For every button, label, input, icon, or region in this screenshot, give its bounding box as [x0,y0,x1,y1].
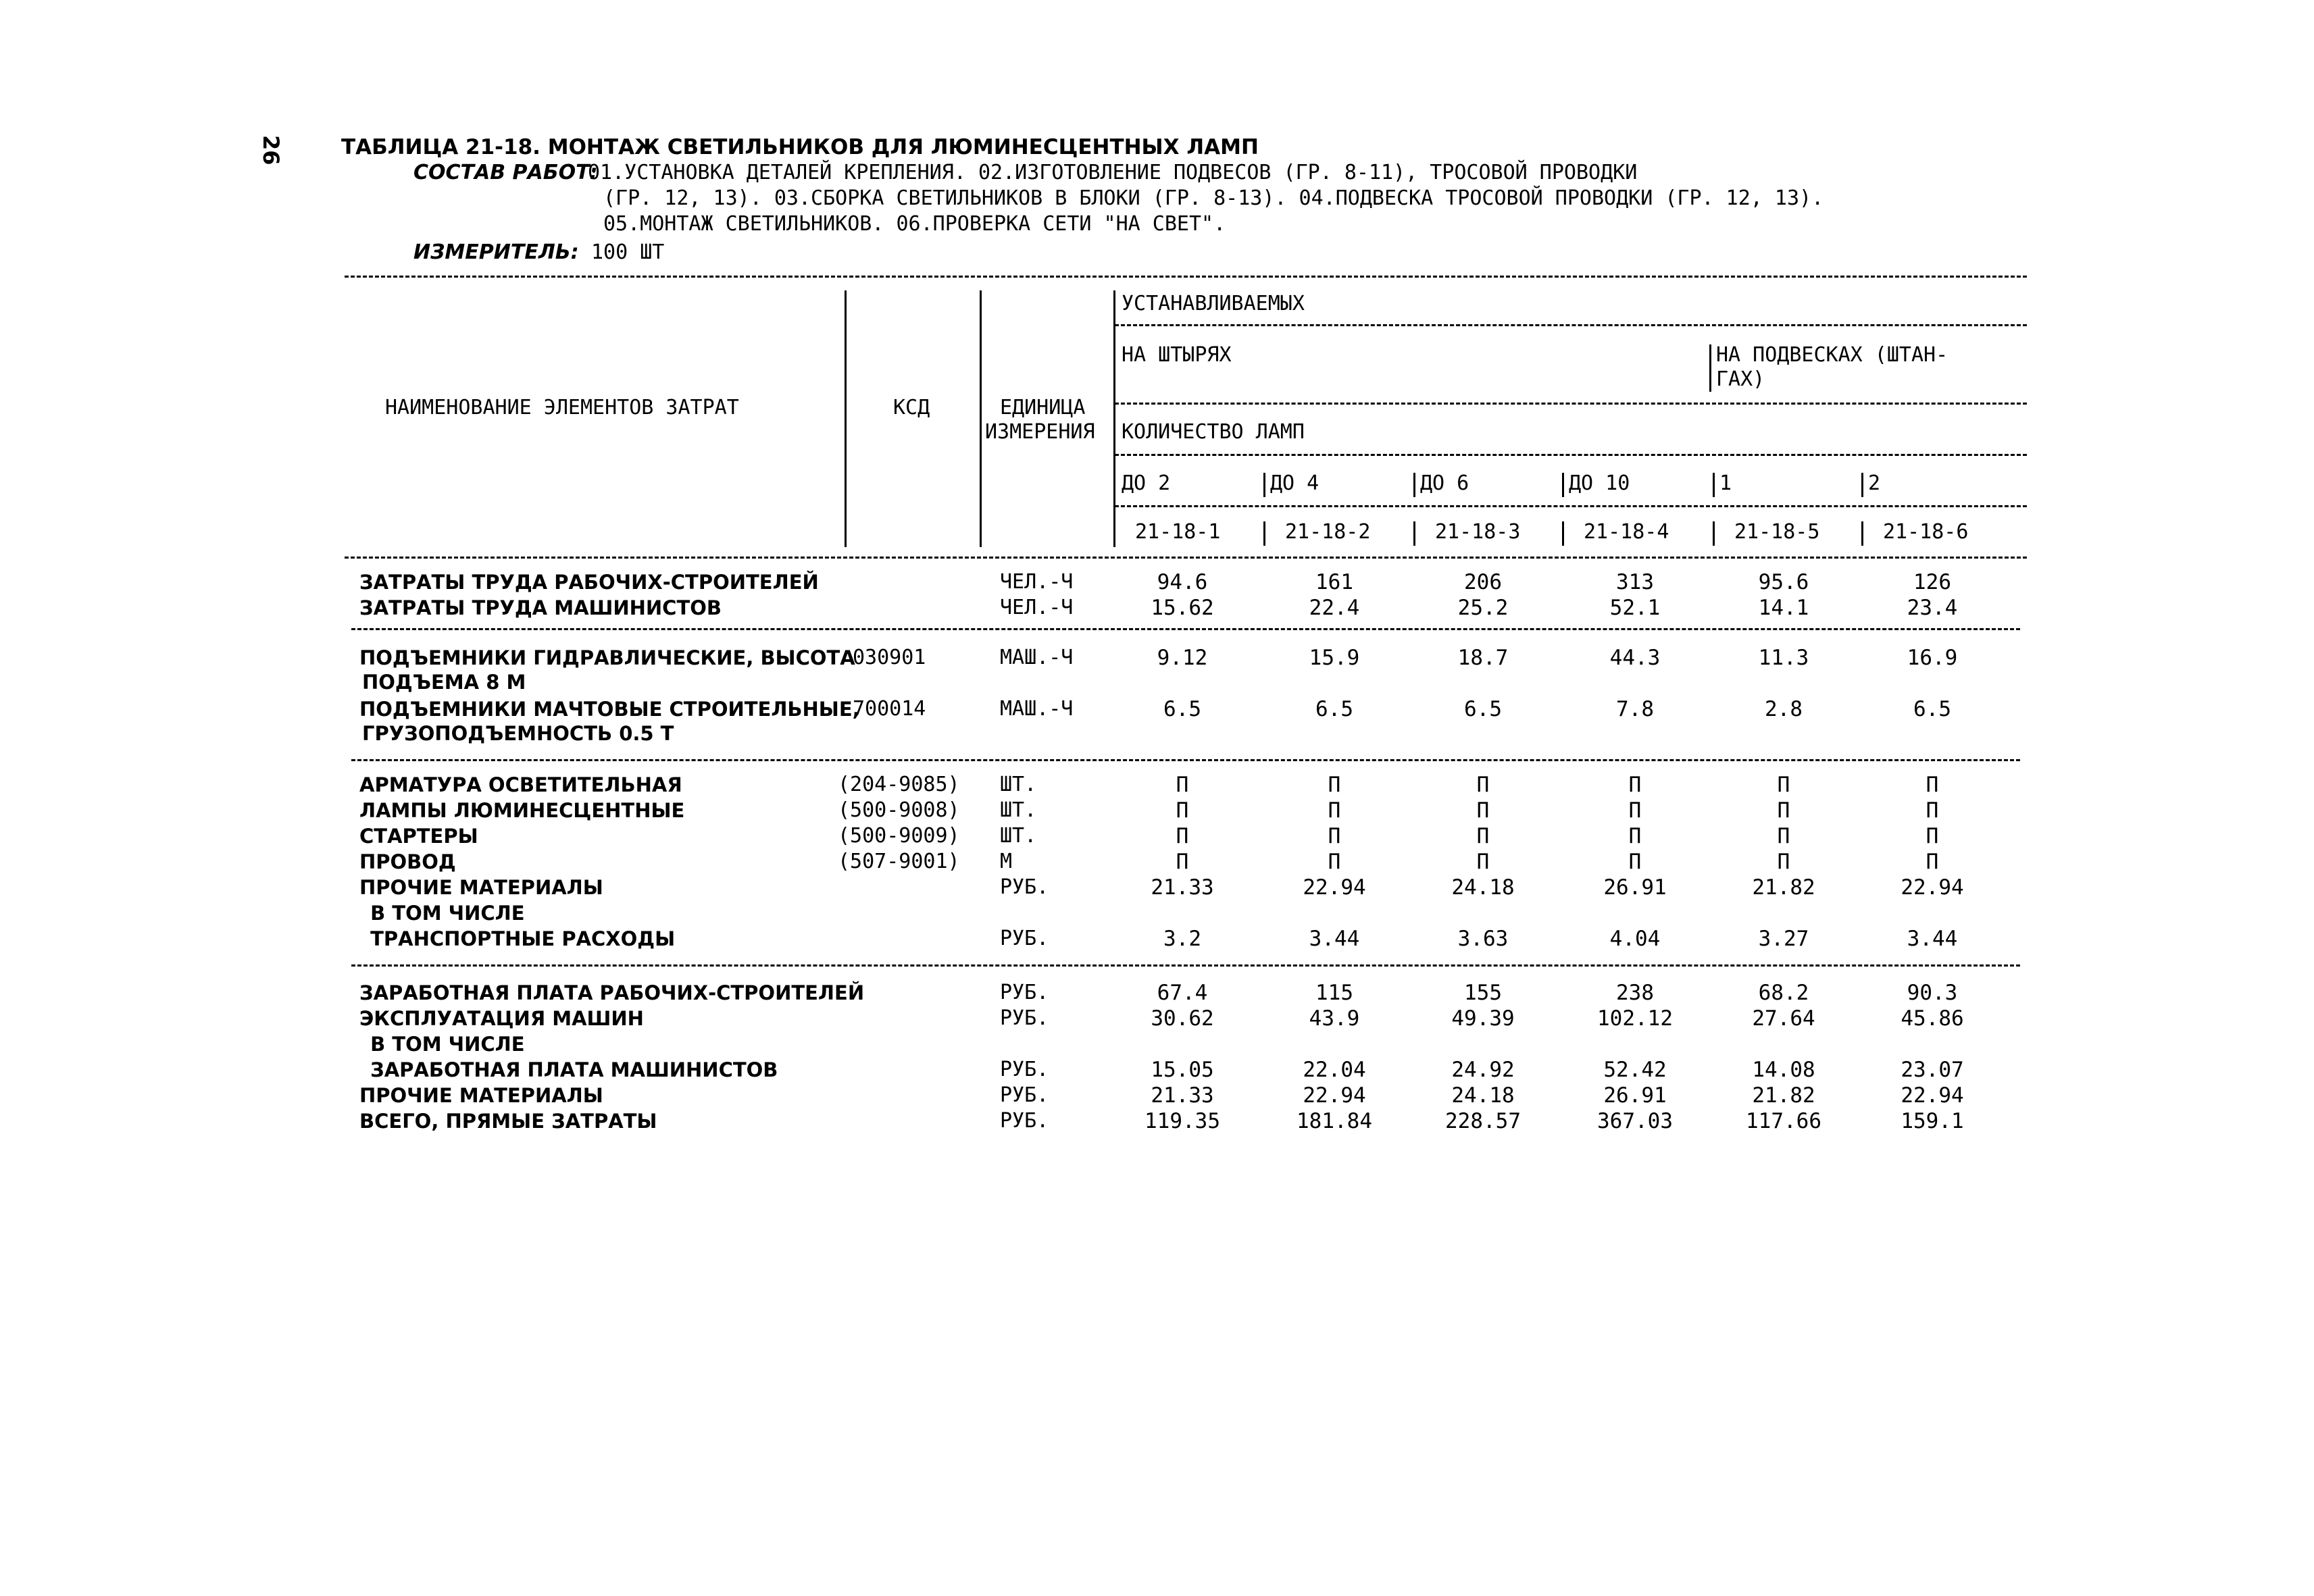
cell-value: 11.3 [1758,646,1809,670]
cell-value: 27.64 [1752,1006,1815,1031]
row-code: 700014 [853,697,926,721]
sub-col-4: ДО 10 [1569,471,1630,495]
row-unit: РУБ. [1000,1006,1049,1030]
row-unit: ЧЕЛ.-Ч [1000,570,1074,594]
cell-value: П [1777,824,1790,848]
row-name: АРМАТУРА ОСВЕТИТЕЛЬНАЯ [359,773,682,796]
header-unit-1: ЕДИНИЦА [1000,396,1086,419]
cell-value: 3.44 [1907,927,1958,951]
cell-value: 23.07 [1901,1058,1964,1082]
cell-value: 126 [1913,570,1951,594]
row-unit: РУБ. [1000,981,1049,1004]
code-col-2: 21-18-2 [1285,520,1371,544]
work-line-1: 01.УСТАНОВКА ДЕТАЛЕЙ КРЕПЛЕНИЯ. 02.ИЗГОТОВЛЕНИЕ ПОДВЕСОВ (ГР. 8-11), ТРОСОВОЙ ПРОВОДКИ [588,161,1638,184]
row-code: (500-9009) [838,824,960,848]
cell-value: 90.3 [1907,981,1958,1005]
cell-value: 15.62 [1151,596,1214,620]
row-name: ЗАРАБОТНАЯ ПЛАТА МАШИНИСТОВ [363,1058,778,1081]
cell-value: 181.84 [1297,1109,1372,1133]
cell-value: 52.42 [1603,1058,1667,1082]
row-unit: М [1000,850,1013,873]
cell-value: 94.6 [1157,570,1208,594]
cell-value: 15.9 [1309,646,1360,670]
cell-value: П [1476,773,1490,797]
divider [345,276,2027,278]
row-name: ПРОЧИЕ МАТЕРИАЛЫ [359,1084,603,1107]
row-name: ЗАТРАТЫ ТРУДА РАБОЧИХ-СТРОИТЕЛЕЙ [359,571,819,594]
cell-value: 24.18 [1451,875,1515,900]
divider [1413,473,1415,497]
sub-col-1: ДО 2 [1122,471,1171,495]
row-name: ТРАНСПОРТНЫЕ РАСХОДЫ [363,927,676,950]
cell-value: 206 [1464,570,1502,594]
divider [1115,454,2027,456]
cell-value: 21.33 [1151,1083,1214,1108]
row-name: В ТОМ ЧИСЛЕ [363,902,525,925]
cell-value: 119.35 [1145,1109,1220,1133]
cell-value: П [1926,824,1939,848]
divider [845,290,847,547]
cell-value: 21.82 [1752,875,1815,900]
cell-value: 14.1 [1758,596,1809,620]
cell-value: 49.39 [1451,1006,1515,1031]
cell-value: 2.8 [1765,697,1803,721]
code-col-1: 21-18-1 [1135,520,1221,544]
meter-label: ИЗМЕРИТЕЛЬ: [413,240,579,264]
sub-col-6: 2 [1868,471,1881,495]
row-code: (500-9008) [838,798,960,822]
work-label: СОСТАВ РАБОТ: [413,161,598,184]
row-name: ПРОЧИЕ МАТЕРИАЛЫ [359,876,603,899]
cell-value: 18.7 [1457,646,1509,670]
table-title: ТАБЛИЦА 21-18. МОНТАЖ СВЕТИЛЬНИКОВ ДЛЯ ЛЮМИНЕСЦЕНТНЫХ ЛАМП [341,135,1259,159]
row-name: ЭКСПЛУАТАЦИЯ МАШИН [359,1007,644,1030]
row-unit: ЧЕЛ.-Ч [1000,596,1074,619]
cell-value: 21.33 [1151,875,1214,900]
cell-value: 22.4 [1309,596,1360,620]
divider [345,557,2027,559]
page-number: 26 [258,135,284,165]
cell-value: 30.62 [1151,1006,1214,1031]
cell-value: П [1777,850,1790,874]
divider [1709,344,1711,392]
divider [1713,521,1715,546]
cell-value: 7.8 [1616,697,1654,721]
cell-value: 15.05 [1151,1058,1214,1082]
cell-value: 14.08 [1752,1058,1815,1082]
cell-value: 9.12 [1157,646,1208,670]
cell-value: 21.82 [1752,1083,1815,1108]
cell-value: П [1777,773,1790,797]
cell-value: 117.66 [1746,1109,1821,1133]
cell-value: 313 [1616,570,1654,594]
cell-value: 67.4 [1157,981,1208,1005]
cell-value: 3.44 [1309,927,1360,951]
header-on-hangers-1: НА ПОДВЕСКАХ (ШТАН- [1716,343,1948,367]
row-unit: РУБ. [1000,1058,1049,1081]
code-col-6: 21-18-6 [1883,520,1969,544]
row-name: ЗАРАБОТНАЯ ПЛАТА РАБОЧИХ-СТРОИТЕЛЕЙ [359,981,865,1004]
row-unit: МАШ.-Ч [1000,646,1074,669]
divider [1861,473,1863,497]
row-code: (507-9001) [838,850,960,873]
cell-value: 22.94 [1303,1083,1366,1108]
row-name: СТАРТЕРЫ [359,825,478,848]
row-name-continued: ПОДЪЕМА 8 М [362,671,526,694]
cell-value: 4.04 [1609,927,1661,951]
sub-col-3: ДО 6 [1420,471,1469,495]
row-unit: ШТ. [1000,824,1037,848]
cell-value: 45.86 [1901,1006,1964,1031]
cell-value: 95.6 [1758,570,1809,594]
divider [1115,324,2027,326]
work-line-2: (ГР. 12, 13). 03.СБОРКА СВЕТИЛЬНИКОВ В БЛОКИ (ГР. 8-13). 04.ПОДВЕСКА ТРОСОВОЙ ПРОВОДКИ (ГР. 12, 13). [603,186,1824,210]
cell-value: 22.04 [1303,1058,1366,1082]
row-unit: МАШ.-Ч [1000,697,1074,721]
work-line-3: 05.МОНТАЖ СВЕТИЛЬНИКОВ. 06.ПРОВЕРКА СЕТИ "НА СВЕТ". [603,212,1226,236]
cell-value: П [1926,773,1939,797]
cell-value: 102.12 [1597,1006,1673,1031]
cell-value: П [1926,850,1939,874]
cell-value: П [1628,773,1642,797]
cell-value: 6.5 [1315,697,1353,721]
header-installed: УСТАНАВЛИВАЕМЫХ [1122,292,1305,315]
divider [1861,521,1863,546]
cell-value: П [1777,798,1790,823]
divider [980,290,982,547]
cell-value: 22.94 [1303,875,1366,900]
cell-value: 52.1 [1609,596,1661,620]
cell-value: 43.9 [1309,1006,1360,1031]
cell-value: П [1476,850,1490,874]
divider [1115,505,2027,507]
cell-value: 23.4 [1907,596,1958,620]
header-name: НАИМЕНОВАНИЕ ЭЛЕМЕНТОВ ЗАТРАТ [385,396,739,419]
row-unit: РУБ. [1000,1109,1049,1133]
code-col-4: 21-18-4 [1584,520,1669,544]
cell-value: 3.63 [1457,927,1509,951]
cell-value: 161 [1315,570,1353,594]
cell-value: 367.03 [1597,1109,1673,1133]
divider [1562,521,1564,546]
cell-value: 26.91 [1603,1083,1667,1108]
cell-value: 6.5 [1163,697,1201,721]
cell-value: П [1176,850,1189,874]
row-unit: РУБ. [1000,875,1049,899]
cell-value: 22.94 [1901,1083,1964,1108]
row-name: ЗАТРАТЫ ТРУДА МАШИНИСТОВ [359,596,722,619]
cell-value: 3.2 [1163,927,1201,951]
cell-value: П [1328,773,1341,797]
header-on-hangers-2: ГАХ) [1716,367,1765,391]
row-unit: РУБ. [1000,1083,1049,1107]
sub-col-5: 1 [1719,471,1732,495]
header-unit-2: ИЗМЕРЕНИЯ [985,420,1095,444]
cell-value: 228.57 [1445,1109,1521,1133]
meter-value: 100 ШТ [591,240,665,264]
cell-value: 3.27 [1758,927,1809,951]
cell-value: П [1176,773,1189,797]
cell-value: П [1476,824,1490,848]
row-name: ПОДЪЕМНИКИ МАЧТОВЫЕ СТРОИТЕЛЬНЫЕ, [359,698,860,721]
row-code: 030901 [853,646,926,669]
cell-value: П [1628,824,1642,848]
cell-value: П [1628,850,1642,874]
row-name: ПРОВОД [359,850,456,873]
cell-value: П [1328,798,1341,823]
cell-value: 115 [1315,981,1353,1005]
row-name-continued: ГРУЗОПОДЪЕМНОСТЬ 0.5 Т [362,722,674,745]
code-col-5: 21-18-5 [1734,520,1820,544]
row-unit: ШТ. [1000,798,1037,822]
cell-value: П [1176,798,1189,823]
divider [1113,290,1115,547]
row-name: ВСЕГО, ПРЯМЫЕ ЗАТРАТЫ [359,1110,657,1133]
row-unit: ШТ. [1000,773,1037,796]
cell-value: 16.9 [1907,646,1958,670]
sub-col-2: ДО 4 [1270,471,1319,495]
divider [351,759,2020,761]
cell-value: 238 [1616,981,1654,1005]
divider [1263,473,1265,497]
divider [1263,521,1265,546]
divider [1713,473,1715,497]
divider [1562,473,1564,497]
cell-value: 68.2 [1758,981,1809,1005]
cell-value: 6.5 [1913,697,1951,721]
cell-value: 6.5 [1464,697,1502,721]
cell-value: 22.94 [1901,875,1964,900]
cell-value: 26.91 [1603,875,1667,900]
row-name: ЛАМПЫ ЛЮМИНЕСЦЕНТНЫЕ [359,799,685,822]
row-name: ПОДЪЕМНИКИ ГИДРАВЛИЧЕСКИЕ, ВЫСОТА [359,646,855,669]
cell-value: 24.18 [1451,1083,1515,1108]
header-on-pins: НА ШТЫРЯХ [1122,343,1232,367]
cell-value: 44.3 [1609,646,1661,670]
row-unit: РУБ. [1000,927,1049,950]
cell-value: 25.2 [1457,596,1509,620]
divider [351,628,2020,630]
cell-value: 24.92 [1451,1058,1515,1082]
divider [1115,403,2027,405]
row-code: (204-9085) [838,773,960,796]
divider [1413,521,1415,546]
header-kod: КСД [893,396,930,419]
code-col-3: 21-18-3 [1435,520,1521,544]
cell-value: П [1628,798,1642,823]
cell-value: П [1926,798,1939,823]
divider [351,964,2020,967]
row-name: В ТОМ ЧИСЛЕ [363,1033,525,1056]
cell-value: 155 [1464,981,1502,1005]
cell-value: П [1476,798,1490,823]
header-lamp-count: КОЛИЧЕСТВО ЛАМП [1122,420,1305,444]
cell-value: П [1328,850,1341,874]
cell-value: П [1176,824,1189,848]
cell-value: П [1328,824,1341,848]
cell-value: 159.1 [1901,1109,1964,1133]
